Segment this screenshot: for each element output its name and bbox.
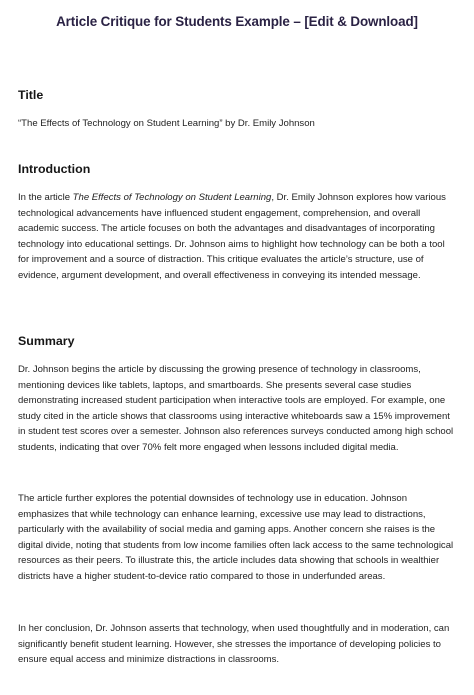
article-title-text: “The Effects of Technology on Student Learning” by Dr. Emily Johnson <box>18 118 315 129</box>
section-heading-summary: Summary <box>18 334 75 348</box>
section-heading-introduction: Introduction <box>18 162 91 176</box>
section-heading-title: Title <box>18 88 44 102</box>
introduction-paragraph <box>18 190 456 284</box>
summary-paragraph-1: Dr. Johnson begins the article by discussing the growing presence of technology in classrooms, mentioning devices like tablets, laptops, and smartboards. She presents several case studies demonstrating increased student participation when interactive tools are employed. For example, one study cited in the article shows that classrooms using interactive whiteboards saw a 15% improvement in student test scores over a semester. Johnson also references surveys conducted among high school students, indicating that over 70% felt more engaged when lessons included digital media. <box>18 364 454 453</box>
introduction-lead: In the article <box>18 192 73 203</box>
introduction-body: , Dr. Emily Johnson explores how various technological advancements have influenced student engagement, comprehension, and overall academic success. The article focuses on both the advantages and disadvantages of incorporating technology into educational settings. Dr. Johnson aims to highlight how technology can be both a tool for improvement and a source of distraction. This critique evaluates the article’s structure, use of evidence, argument development, and overall effectiveness in conveying its intended message. <box>18 192 446 281</box>
document-title: Article Critique for Students Example – [Edit & Download] <box>56 14 418 29</box>
summary-paragraph-2: The article further explores the potential downsides of technology use in education. Johnson emphasizes that while technology can enhance learning, excessive use may lead to distractions, particularly with the availability of social media and gaming apps. Another concern she raises is the digital divide, noting that students from low income families often lack access to the same technological resources as their peers. To illustrate this, the article includes data showing that schools in wealthier districts have a higher student-to-device ratio compared to those in underfunded areas. <box>18 493 454 582</box>
introduction-article-name: The Effects of Technology on Student Learning <box>72 192 272 203</box>
summary-paragraph-3: In her conclusion, Dr. Johnson asserts that technology, when used thoughtfully and in moderation, can significantly benefit student learning. However, she stresses the importance of developing policies to ensure equal access and minimize distractions in classrooms. <box>18 623 450 666</box>
